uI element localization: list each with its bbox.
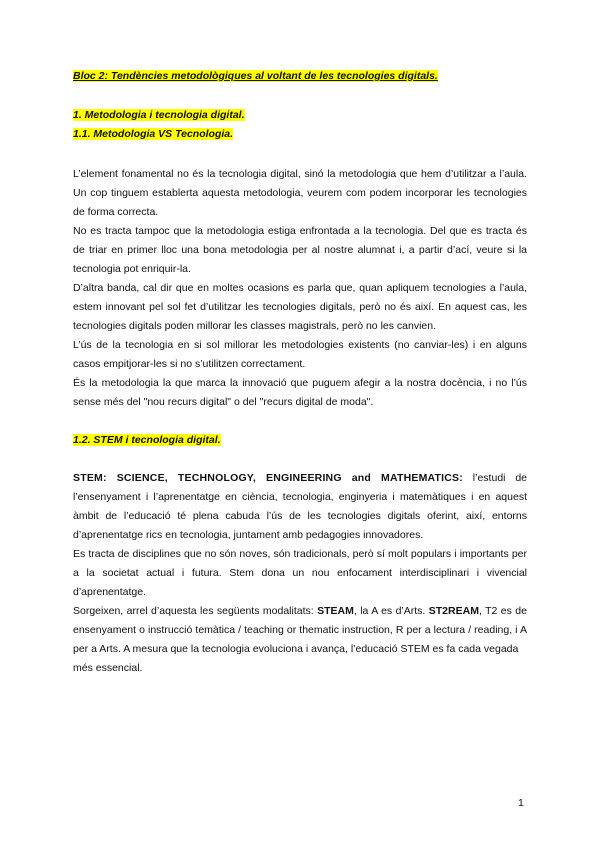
- paragraph: L’element fonamental no és la tecnologia digital, sinó la metodologia que hem d’utilitzar a l’aula. Un cop tinguem establerta aquesta metodologia, veurem com podem incorporar les tecnologies de forma correcta.: [73, 168, 527, 218]
- section-1-1-body: [73, 165, 527, 412]
- st2ream-term: ST2REAM: [428, 605, 479, 617]
- page-number: 1: [518, 797, 524, 809]
- steam-term: STEAM: [317, 605, 354, 617]
- section-heading-1-1: 1.1. Metodologia VS Tecnologia.: [73, 128, 234, 140]
- paragraph: [73, 469, 527, 545]
- section-heading-1-2: 1.2. STEM i tecnologia digital.: [73, 434, 221, 446]
- paragraph: No es tracta tampoc que la metodologia estiga enfrontada a la tecnologia. Del que es tracta és de triar en primer lloc una bona metodologia per al nostre alumnat i, a partir d’ací, veure si la tecnologia pot enriquir-la.: [73, 225, 527, 275]
- paragraph: L’ús de la tecnologia en si sol millorar les metodologies existents (no canviar-les) i en alguns casos empitjorar-les si no s’utilitzen correctament.: [73, 339, 527, 370]
- paragraph: És la metodologia la que marca la innovació que puguem afegir a la nostra docència, i no l’ús sense més del "nou recurs digital" o del "recurs digital de moda".: [73, 377, 527, 408]
- stem-label: STEM: SCIENCE, TECHNOLOGY, ENGINEERING and MATHEMATICS:: [73, 472, 463, 484]
- stem-definition: l’estudi de l’ensenyament i l’aprenentatge en ciència, tecnologia, enginyeria i matemàtiques i en aquest àmbit de l’educació té plena cabuda l’ús de les tecnologies digitals oferint, així, entorns d’aprenentatge rics en tecnologia, juntament amb pedagogies innovadores.: [73, 472, 528, 541]
- section-heading-1: 1. Metodologia i tecnologia digital.: [73, 109, 245, 121]
- paragraph: Es tracta de disciplines que no són noves, són tradicionals, però sí molt populars i importants per a la societat actual i futura. Stem dona un nou enfocament interdisciplinari i vivencial d’aprenentatge.: [73, 548, 527, 598]
- paragraph: D’altra banda, cal dir que en moltes ocasions es parla que, quan apliquem tecnologies a l’aula, estem innovant pel sol fet d’utilitzar les tecnologies digitals, però no és així. En aquest cas, les tecnologies digitals poden millorar les classes magistrals, però no les canvien.: [73, 282, 527, 332]
- document-title: Bloc 2: Tendències metodològiques al voltant de les tecnologies digitals.: [73, 70, 438, 82]
- section-1-2-body: [73, 469, 527, 678]
- text-span: Sorgeixen, arrel d’aquesta les següents modalitats:: [73, 605, 318, 617]
- text-span: , T2 es de ensenyament o instrucció temàtica / teaching or thematic instruction, R per a lectura / reading, i A per a Arts. A mesura que la tecnologia evoluciona i avança, l’educació STEM es fa cada vegada: [73, 605, 527, 655]
- paragraph: més essencial.: [73, 662, 143, 674]
- text-span: , la A es d’Arts.: [353, 605, 429, 617]
- paragraph: [73, 602, 527, 659]
